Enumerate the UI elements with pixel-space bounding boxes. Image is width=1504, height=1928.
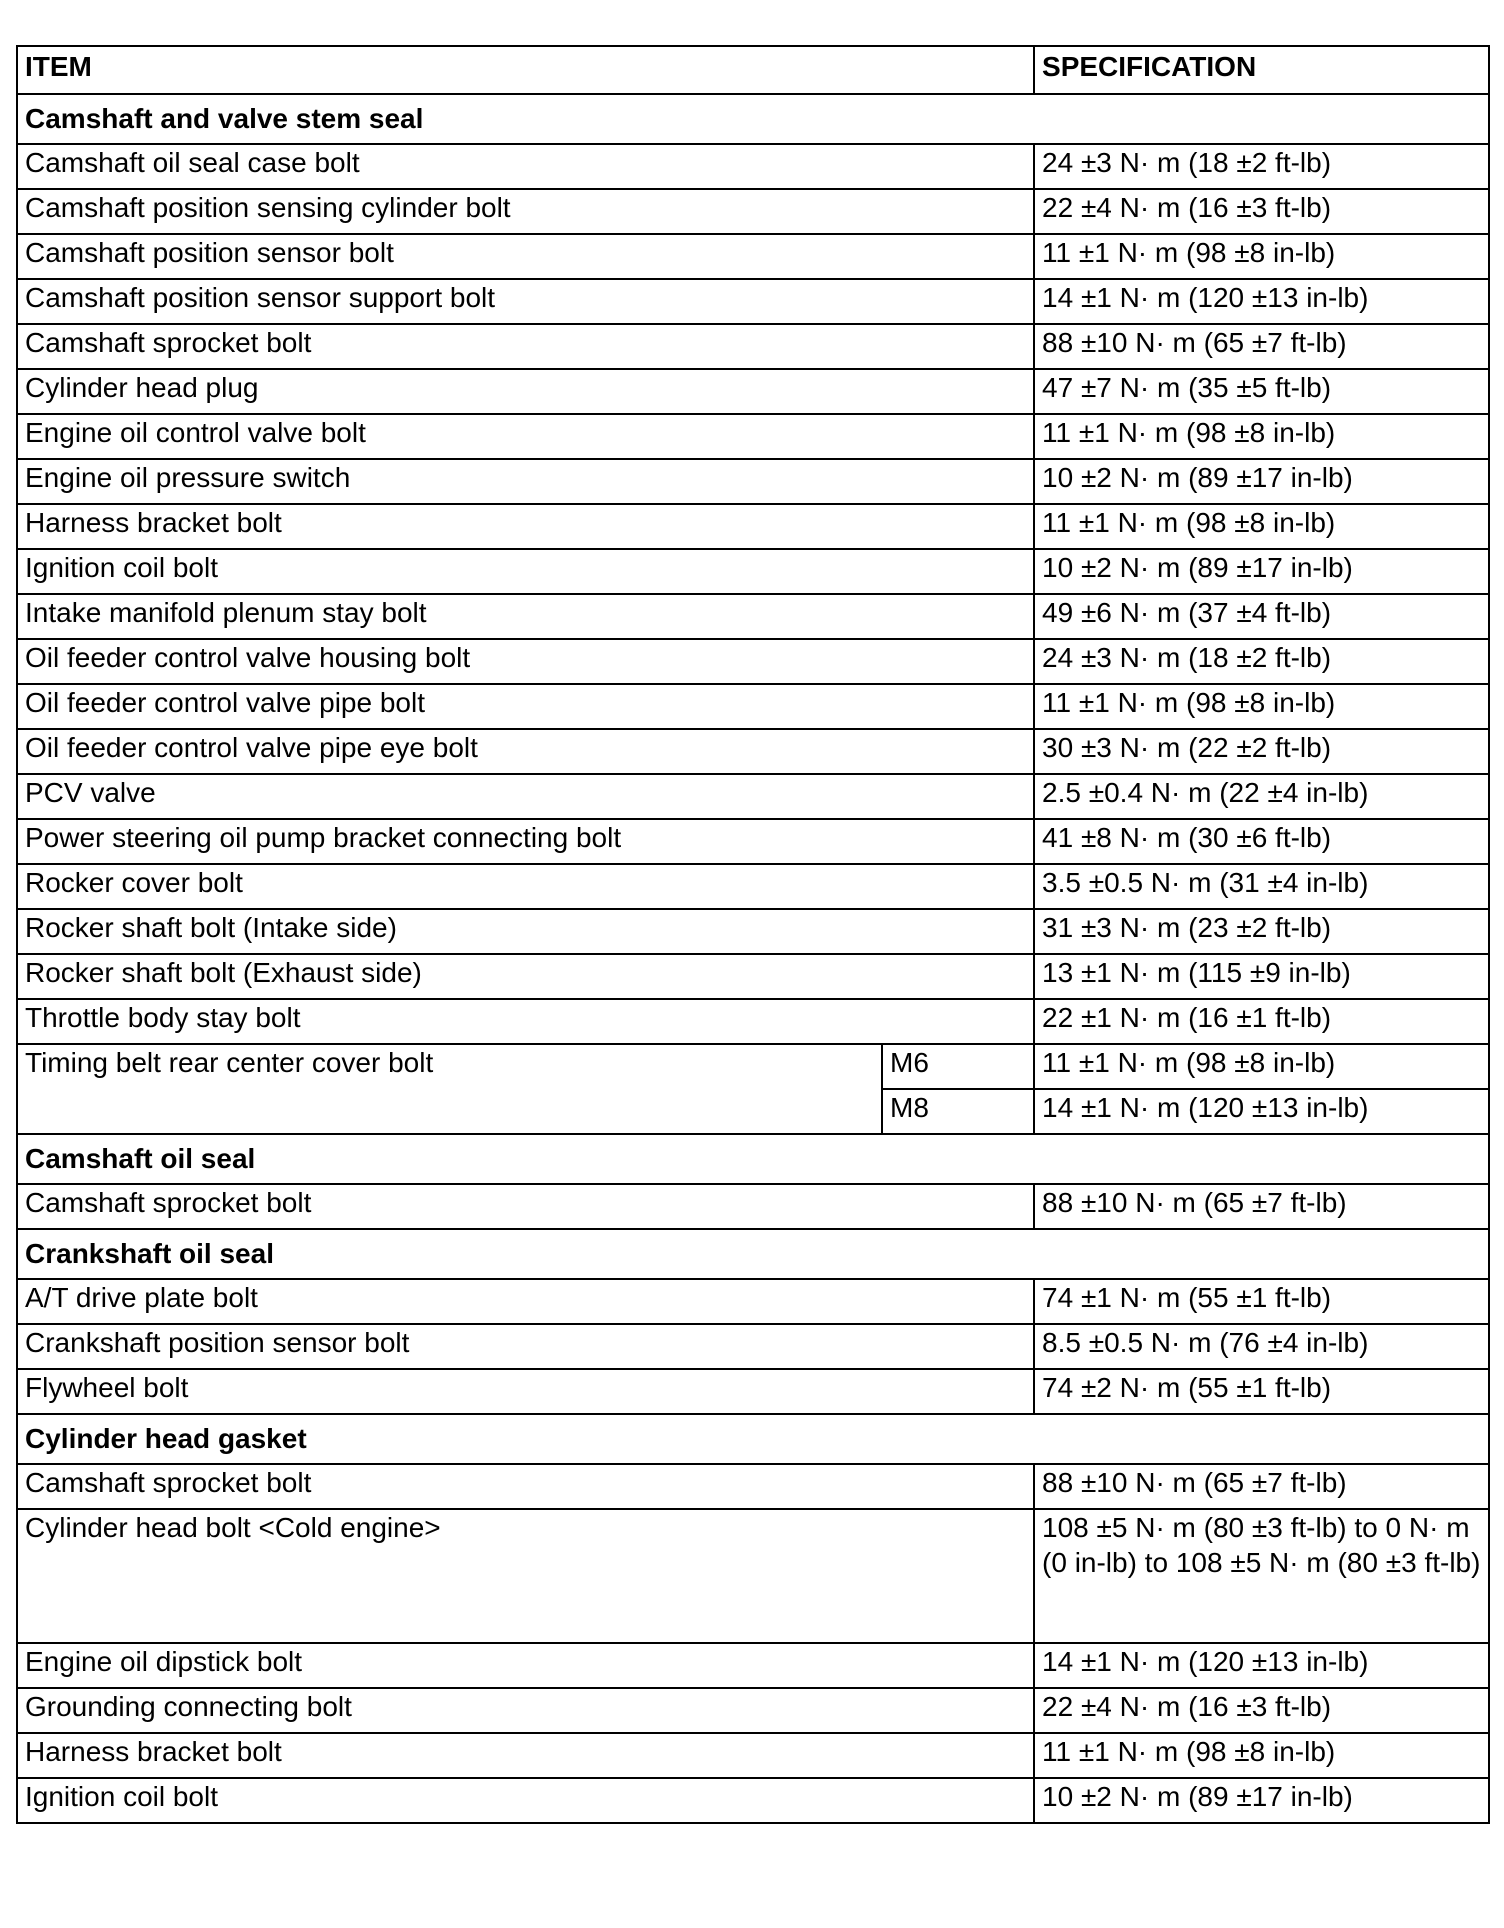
table-row xyxy=(17,729,1489,774)
item-cell: A/T drive plate bolt xyxy=(17,1279,1034,1324)
table-row xyxy=(17,1643,1489,1688)
item-cell: Camshaft oil seal case bolt xyxy=(17,144,1034,189)
spec-cell: 88 ±10 N· m (65 ±7 ft-lb) xyxy=(1034,324,1489,369)
spec-cell: 88 ±10 N· m (65 ±7 ft-lb) xyxy=(1034,1464,1489,1509)
spec-cell: 24 ±3 N· m (18 ±2 ft-lb) xyxy=(1034,144,1489,189)
spec-cell: 10 ±2 N· m (89 ±17 in-lb) xyxy=(1034,459,1489,504)
section-title: Camshaft and valve stem seal xyxy=(17,94,1489,144)
item-cell: Ignition coil bolt xyxy=(17,549,1034,594)
table-row xyxy=(17,504,1489,549)
item-cell: Ignition coil bolt xyxy=(17,1778,1034,1823)
item-column-header: ITEM xyxy=(17,46,1034,94)
table-row xyxy=(17,1184,1489,1229)
spec-cell: 88 ±10 N· m (65 ±7 ft-lb) xyxy=(1034,1184,1489,1229)
item-cell: Crankshaft position sensor bolt xyxy=(17,1324,1034,1369)
table-row xyxy=(17,864,1489,909)
item-cell: Intake manifold plenum stay bolt xyxy=(17,594,1034,639)
table-row xyxy=(17,549,1489,594)
spec-cell: 10 ±2 N· m (89 ±17 in-lb) xyxy=(1034,549,1489,594)
section-header-row xyxy=(17,1134,1489,1184)
header-row xyxy=(17,46,1489,94)
item-cell: Camshaft position sensor bolt xyxy=(17,234,1034,279)
table-row xyxy=(17,1688,1489,1733)
table-row xyxy=(17,639,1489,684)
item-cell: Cylinder head bolt <Cold engine> xyxy=(17,1509,1034,1643)
table-row xyxy=(17,1778,1489,1823)
item-cell: Harness bracket bolt xyxy=(17,1733,1034,1778)
table-row xyxy=(17,279,1489,324)
item-cell: PCV valve xyxy=(17,774,1034,819)
item-cell: Throttle body stay bolt xyxy=(17,999,1034,1044)
table-row xyxy=(17,324,1489,369)
spec-cell: 13 ±1 N· m (115 ±9 in-lb) xyxy=(1034,954,1489,999)
spec-cell: 49 ±6 N· m (37 ±4 ft-lb) xyxy=(1034,594,1489,639)
spec-cell: 14 ±1 N· m (120 ±13 in-lb) xyxy=(1034,1089,1489,1134)
specification-column-header: SPECIFICATION xyxy=(1034,46,1489,94)
spec-cell: 22 ±1 N· m (16 ±1 ft-lb) xyxy=(1034,999,1489,1044)
size-cell: M6 xyxy=(882,1044,1034,1089)
table-row xyxy=(17,999,1489,1044)
item-cell: Flywheel bolt xyxy=(17,1369,1034,1414)
spec-cell: 11 ±1 N· m (98 ±8 in-lb) xyxy=(1034,414,1489,459)
spec-table-body xyxy=(17,46,1489,1823)
section-title: Crankshaft oil seal xyxy=(17,1229,1489,1279)
item-cell: Oil feeder control valve pipe bolt xyxy=(17,684,1034,729)
item-cell: Camshaft position sensor support bolt xyxy=(17,279,1034,324)
item-cell: Harness bracket bolt xyxy=(17,504,1034,549)
spec-cell: 11 ±1 N· m (98 ±8 in-lb) xyxy=(1034,234,1489,279)
section-header-row xyxy=(17,1414,1489,1464)
table-row xyxy=(17,909,1489,954)
item-cell: Camshaft sprocket bolt xyxy=(17,324,1034,369)
table-row xyxy=(17,459,1489,504)
item-cell: Grounding connecting bolt xyxy=(17,1688,1034,1733)
table-row xyxy=(17,774,1489,819)
spec-cell: 14 ±1 N· m (120 ±13 in-lb) xyxy=(1034,1643,1489,1688)
spec-cell: 108 ±5 N· m (80 ±3 ft-lb) to 0 N· m (0 in-lb) to 108 ±5 N· m (80 ±3 ft-lb) xyxy=(1034,1509,1489,1643)
table-row xyxy=(17,414,1489,459)
spec-cell: 74 ±1 N· m (55 ±1 ft-lb) xyxy=(1034,1279,1489,1324)
section-header-row xyxy=(17,1229,1489,1279)
table-row xyxy=(17,1733,1489,1778)
spec-cell: 47 ±7 N· m (35 ±5 ft-lb) xyxy=(1034,369,1489,414)
size-cell: M8 xyxy=(882,1089,1034,1134)
spec-cell: 22 ±4 N· m (16 ±3 ft-lb) xyxy=(1034,1688,1489,1733)
item-cell: Camshaft sprocket bolt xyxy=(17,1464,1034,1509)
item-cell: Camshaft sprocket bolt xyxy=(17,1184,1034,1229)
spec-cell: 24 ±3 N· m (18 ±2 ft-lb) xyxy=(1034,639,1489,684)
table-row xyxy=(17,369,1489,414)
table-row xyxy=(17,1044,1489,1089)
torque-spec-table xyxy=(16,45,1490,1824)
item-cell: Engine oil dipstick bolt xyxy=(17,1643,1034,1688)
table-row xyxy=(17,1279,1489,1324)
spec-cell: 2.5 ±0.4 N· m (22 ±4 in-lb) xyxy=(1034,774,1489,819)
spec-cell: 11 ±1 N· m (98 ±8 in-lb) xyxy=(1034,1044,1489,1089)
table-row xyxy=(17,234,1489,279)
item-cell: Rocker shaft bolt (Intake side) xyxy=(17,909,1034,954)
spec-cell: 11 ±1 N· m (98 ±8 in-lb) xyxy=(1034,684,1489,729)
spec-cell: 22 ±4 N· m (16 ±3 ft-lb) xyxy=(1034,189,1489,234)
table-row xyxy=(17,954,1489,999)
item-cell: Engine oil control valve bolt xyxy=(17,414,1034,459)
item-cell: Timing belt rear center cover bolt xyxy=(17,1044,882,1134)
spec-cell: 14 ±1 N· m (120 ±13 in-lb) xyxy=(1034,279,1489,324)
item-cell: Oil feeder control valve pipe eye bolt xyxy=(17,729,1034,774)
section-title: Camshaft oil seal xyxy=(17,1134,1489,1184)
spec-cell: 10 ±2 N· m (89 ±17 in-lb) xyxy=(1034,1778,1489,1823)
spec-cell: 3.5 ±0.5 N· m (31 ±4 in-lb) xyxy=(1034,864,1489,909)
item-cell: Cylinder head plug xyxy=(17,369,1034,414)
item-cell: Engine oil pressure switch xyxy=(17,459,1034,504)
spec-cell: 31 ±3 N· m (23 ±2 ft-lb) xyxy=(1034,909,1489,954)
table-row xyxy=(17,1464,1489,1509)
table-row xyxy=(17,1509,1489,1643)
table-row xyxy=(17,594,1489,639)
item-cell: Power steering oil pump bracket connecting bolt xyxy=(17,819,1034,864)
spec-cell: 11 ±1 N· m (98 ±8 in-lb) xyxy=(1034,504,1489,549)
table-row xyxy=(17,1324,1489,1369)
spec-cell: 30 ±3 N· m (22 ±2 ft-lb) xyxy=(1034,729,1489,774)
table-row xyxy=(17,819,1489,864)
section-header-row xyxy=(17,94,1489,144)
spec-cell: 11 ±1 N· m (98 ±8 in-lb) xyxy=(1034,1733,1489,1778)
spec-cell: 74 ±2 N· m (55 ±1 ft-lb) xyxy=(1034,1369,1489,1414)
table-row xyxy=(17,189,1489,234)
item-cell: Camshaft position sensing cylinder bolt xyxy=(17,189,1034,234)
table-row xyxy=(17,1369,1489,1414)
table-row xyxy=(17,684,1489,729)
item-cell: Rocker shaft bolt (Exhaust side) xyxy=(17,954,1034,999)
item-cell: Rocker cover bolt xyxy=(17,864,1034,909)
spec-cell: 8.5 ±0.5 N· m (76 ±4 in-lb) xyxy=(1034,1324,1489,1369)
section-title: Cylinder head gasket xyxy=(17,1414,1489,1464)
table-row xyxy=(17,144,1489,189)
item-cell: Oil feeder control valve housing bolt xyxy=(17,639,1034,684)
spec-cell: 41 ±8 N· m (30 ±6 ft-lb) xyxy=(1034,819,1489,864)
